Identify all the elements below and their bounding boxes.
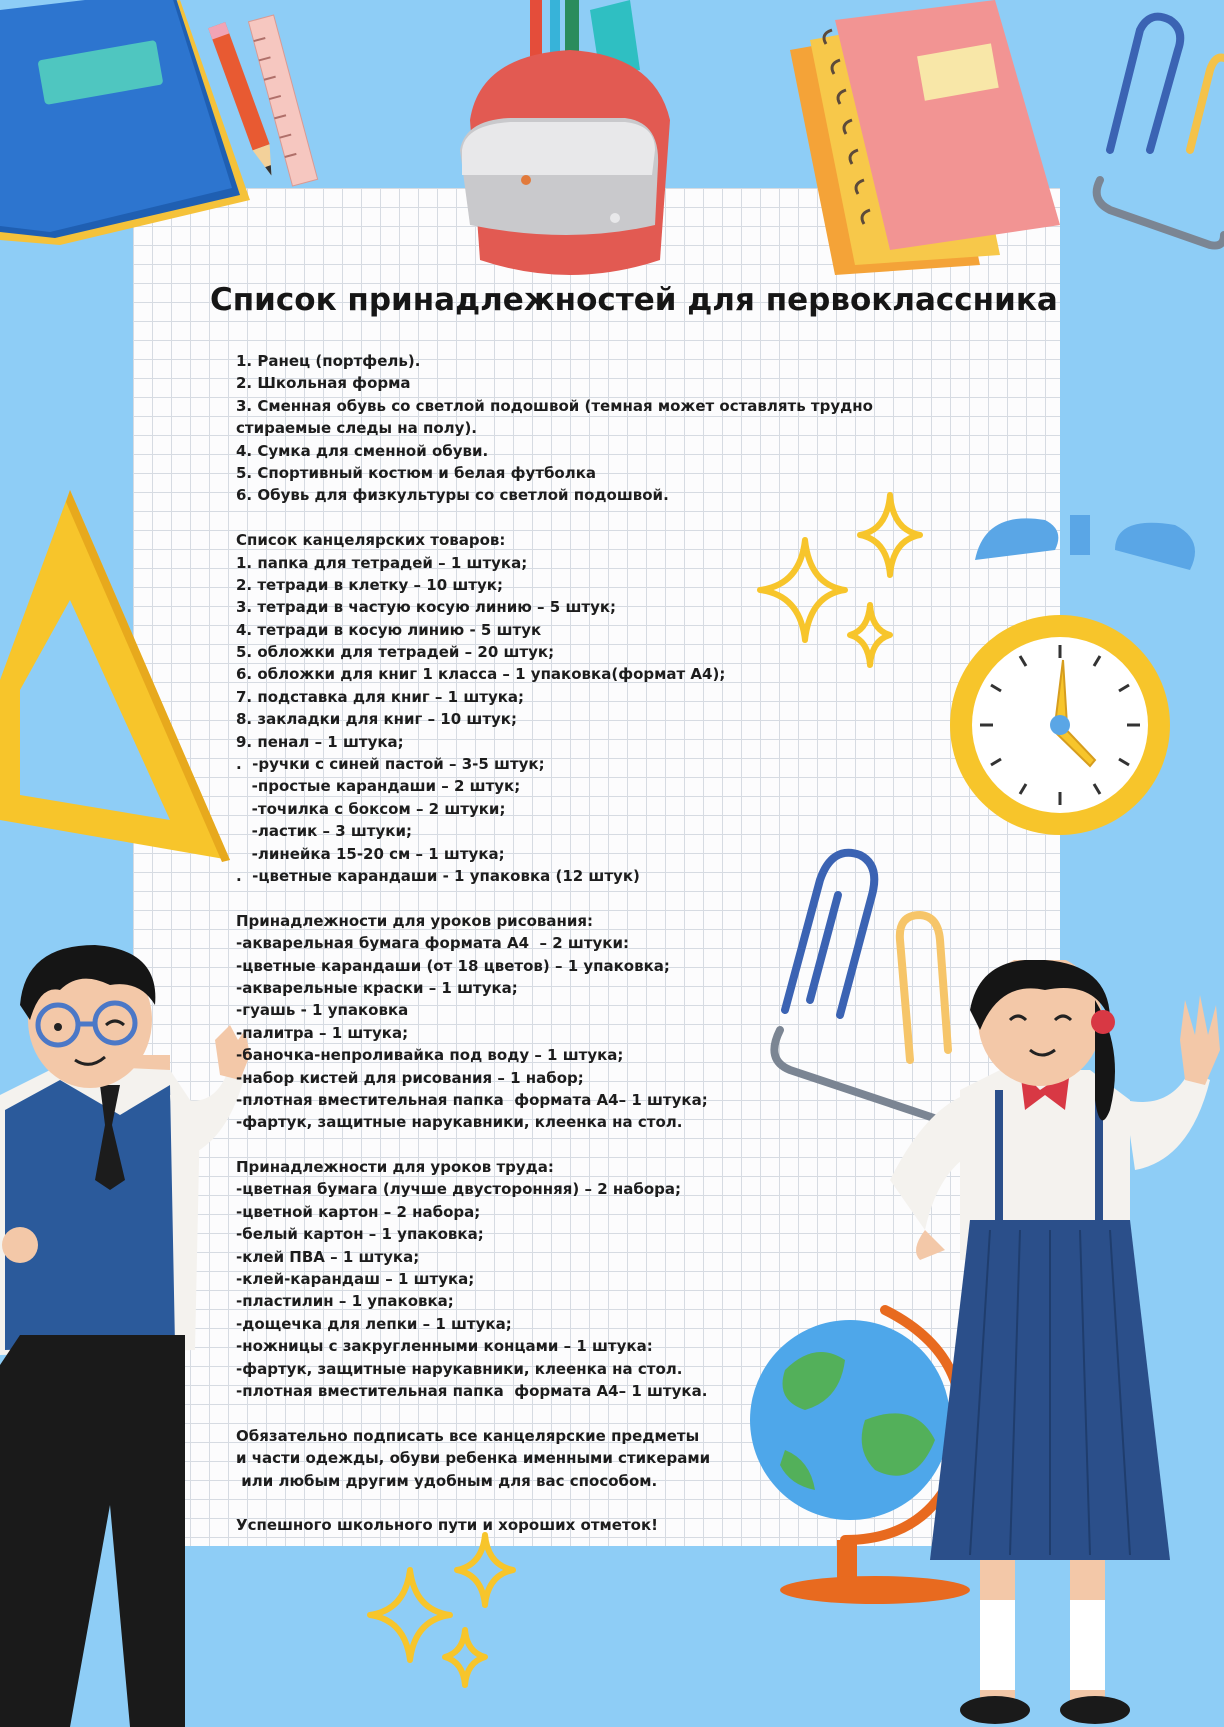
ruler-icon xyxy=(230,10,340,190)
list-item: -палитра – 1 штука; xyxy=(236,1023,409,1042)
note-section xyxy=(236,1425,936,1492)
list-item: -ластик – 3 штуки; xyxy=(236,822,412,841)
list-item: -ножницы с закругленными концами – 1 штука: xyxy=(236,1337,653,1356)
list-item: -клей-карандаш – 1 штука; xyxy=(236,1270,475,1289)
section-heading: Список канцелярских товаров: xyxy=(236,531,506,550)
closing-wish: Успешного школьного пути и хороших отметок! xyxy=(236,1516,658,1535)
clothing-section xyxy=(236,350,936,507)
list-item: 1. Ранец (портфель). xyxy=(236,352,421,370)
list-item: -фартук, защитные нарукавники, клеенка на стол. xyxy=(236,1359,683,1378)
list-item: -белый картон – 1 упаковка; xyxy=(236,1225,484,1244)
section-gap xyxy=(236,1402,936,1424)
section-gap xyxy=(236,1134,936,1156)
list-item: -цветные карандаши (от 18 цветов) – 1 упаковка; xyxy=(236,956,670,975)
backpack-icon xyxy=(440,0,700,290)
list-item: 4. тетради в косую линию - 5 штук xyxy=(236,620,542,639)
list-item: 4. Сумка для сменной обуви. xyxy=(236,441,489,460)
paperclip-icon xyxy=(1090,10,1224,250)
closing-section xyxy=(236,1514,936,1536)
list-item: 2. Школьная форма xyxy=(236,374,411,393)
page-title: Список принадлежностей для первоклассника xyxy=(210,282,1058,318)
list-item: 5. Спортивный костюм и белая футболка xyxy=(236,463,597,482)
section-heading: Принадлежности для уроков труда: xyxy=(236,1158,554,1177)
list-item: 1. папка для тетрадей – 1 штука; xyxy=(236,553,528,572)
list-item: . -цветные карандаши - 1 упаковка (12 штук) xyxy=(236,866,640,885)
list-item: -плотная вместительная папка формата А4– 1 штука; xyxy=(236,1090,708,1109)
list-item: 5. обложки для тетрадей – 20 штук; xyxy=(236,643,555,662)
list-item: -плотная вместительная папка формата А4– 1 штука. xyxy=(236,1381,708,1400)
list-item: -фартук, защитные нарукавники, клеенка на стол. xyxy=(236,1113,683,1132)
triangle-ruler-icon xyxy=(0,490,240,870)
list-item: -баночка-непроливайка под воду – 1 штука; xyxy=(236,1046,624,1065)
list-item: -акварельные краски – 1 штука; xyxy=(236,978,518,997)
list-item: 7. подставка для книг – 1 штука; xyxy=(236,687,525,706)
list-item: -дощечка для лепки – 1 штука; xyxy=(236,1314,512,1333)
list-item: -гуашь - 1 упаковка xyxy=(236,1001,409,1020)
list-item: -линейка 15-20 см – 1 штука; xyxy=(236,844,505,863)
list-item: -пластилин – 1 упаковка; xyxy=(236,1292,454,1311)
crafts-section xyxy=(236,1156,936,1402)
drawing-section xyxy=(236,910,936,1134)
list-item: -цветная бумага (лучше двусторонняя) – 2 набора; xyxy=(236,1180,681,1199)
list-item: . -ручки с синей пастой – 3-5 штук; xyxy=(236,755,545,774)
note-line: и части одежды, обуви ребенка именными стикерами xyxy=(236,1449,711,1468)
list-item: -точилка с боксом – 2 штуки; xyxy=(236,799,506,818)
list-item: 9. пенал – 1 штука; xyxy=(236,732,404,751)
list-item: -простые карандаши – 2 штук; xyxy=(236,777,521,796)
note-line: или любым другим удобным для вас способом. xyxy=(236,1471,658,1490)
list-item: 8. закладки для книг – 10 штук; xyxy=(236,710,517,729)
list-item: стираемые следы на полу). xyxy=(236,419,477,438)
list-item: 2. тетради в клетку – 10 штук; xyxy=(236,575,503,594)
list-item: 3. тетради в частую косую линию – 5 штук; xyxy=(236,598,617,617)
list-item: 6. Обувь для физкультуры со светлой подошвой. xyxy=(236,486,669,505)
alarm-clock-icon xyxy=(945,510,1224,840)
section-gap xyxy=(236,887,936,909)
section-heading: Принадлежности для уроков рисования: xyxy=(236,911,594,930)
list-item: 3. Сменная обувь со светлой подошвой (темная может оставлять трудно xyxy=(236,396,873,415)
list-item: -акварельная бумага формата А4 – 2 штуки: xyxy=(236,934,629,953)
section-gap xyxy=(236,1492,936,1514)
note-line: Обязательно подписать все канцелярские предметы xyxy=(236,1426,700,1445)
list-item: 6. обложки для книг 1 класса – 1 упаковка(формат А4); xyxy=(236,665,726,684)
list-item: -цветной картон – 2 набора; xyxy=(236,1202,481,1221)
list-item: -клей ПВА – 1 штука; xyxy=(236,1247,420,1266)
spiral-notebooks-icon xyxy=(780,0,1060,290)
sparkle-icon xyxy=(355,1530,535,1700)
checklist-body xyxy=(236,350,936,1537)
list-item: -набор кистей для рисования – 1 набор; xyxy=(236,1068,584,1087)
stationery-section xyxy=(236,529,936,887)
boy-student-icon xyxy=(0,945,250,1727)
section-gap xyxy=(236,507,936,529)
